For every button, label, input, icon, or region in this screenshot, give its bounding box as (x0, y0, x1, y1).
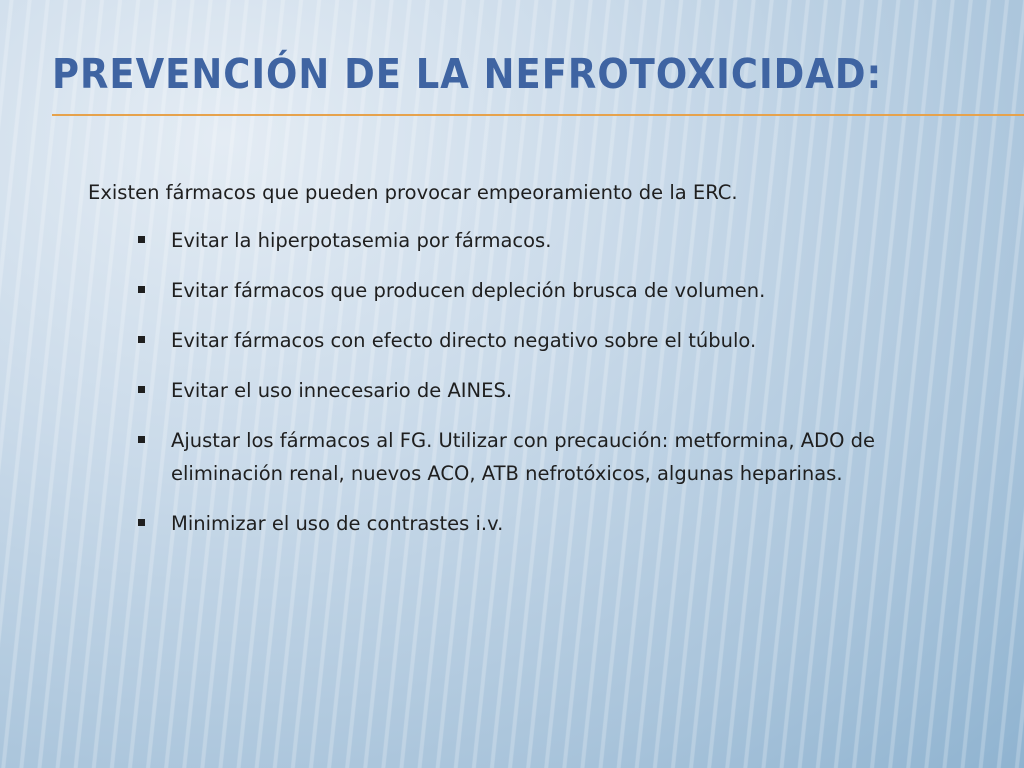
bullet-text: Minimizar el uso de contrastes i.v. (171, 512, 504, 535)
square-bullet-icon (138, 236, 145, 243)
square-bullet-icon (138, 336, 145, 343)
slide-content (88, 176, 948, 557)
square-bullet-icon (138, 386, 145, 393)
bullet-item (138, 224, 891, 257)
bullet-item (138, 424, 891, 490)
bullet-item (138, 324, 891, 357)
bullet-list (88, 224, 948, 540)
bullet-text: Evitar la hiperpotasemia por fármacos. (171, 229, 552, 252)
square-bullet-icon (138, 519, 145, 526)
square-bullet-icon (138, 436, 145, 443)
slide-title: PREVENCIÓN DE LA NEFROTOXICIDAD: (52, 50, 883, 98)
bullet-text: Evitar fármacos que producen depleción brusca de volumen. (171, 279, 766, 302)
title-underline (52, 114, 1024, 116)
bullet-text: Ajustar los fármacos al FG. Utilizar con precaución: metformina, ADO de eliminación renal, nuevos ACO, ATB nefrotóxicos, algunas heparinas. (171, 429, 875, 485)
bullet-item (138, 374, 891, 407)
intro-text: Existen fármacos que pueden provocar empeoramiento de la ERC. (88, 181, 738, 204)
square-bullet-icon (138, 286, 145, 293)
bullet-text: Evitar fármacos con efecto directo negativo sobre el túbulo. (171, 329, 757, 352)
bullet-item (138, 507, 891, 540)
bullet-text: Evitar el uso innecesario de AINES. (171, 379, 513, 402)
bullet-item (138, 274, 891, 307)
